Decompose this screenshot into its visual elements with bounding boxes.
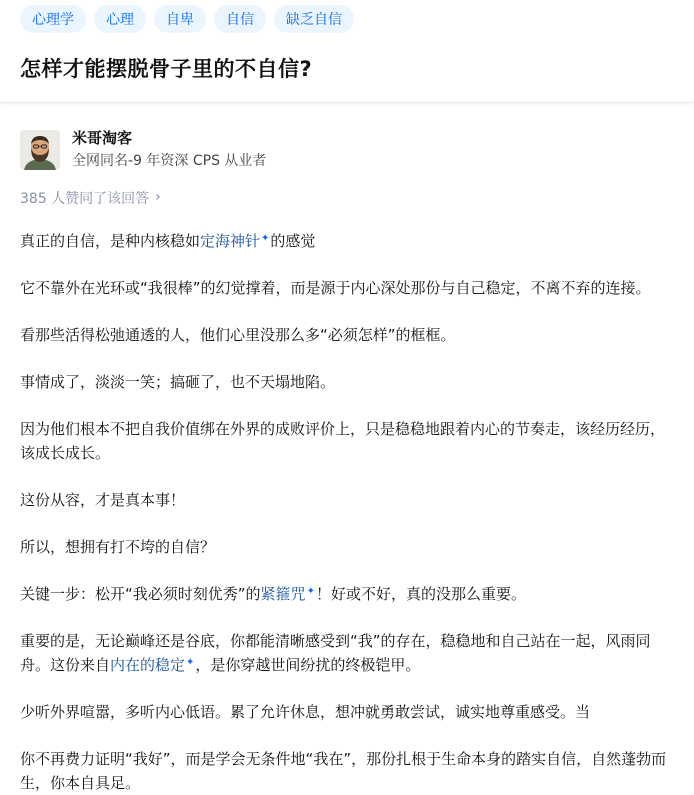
paragraph-10: 少听外界喧嚣，多听内心低语。累了允许休息，想冲就勇敢尝试，诚实地尊重感受。当	[20, 703, 591, 721]
paragraph-1	[20, 229, 674, 253]
paragraph-8	[20, 582, 674, 606]
paragraph-8-tail: ！好或不好，真的没那么重要。	[315, 585, 526, 603]
answer-content	[20, 229, 674, 795]
topic-list	[20, 5, 674, 33]
paragraph-9-tail: ，是你穿越世间纷扰的终极铠甲。	[195, 656, 421, 674]
topic-tag-confidence[interactable]: 自信	[214, 5, 266, 33]
sparkle-icon: ✦	[261, 233, 270, 244]
author-info	[20, 128, 674, 171]
chevron-right-icon: ›	[155, 189, 161, 205]
paragraph-1-tail: 的感觉	[270, 232, 316, 250]
paragraph-11: 你不再费力证明“我好”，而是学会无条件地“我在”，那份扎根于生命本身的踏实自信，自然蓬勃而生，你本自具足。	[20, 750, 667, 792]
topic-tag-lack-of-confidence[interactable]: 缺乏自信	[274, 5, 354, 33]
topic-tag-inferiority[interactable]: 自卑	[154, 5, 206, 33]
topic-tag-psychology[interactable]: 心理学	[20, 5, 86, 33]
sparkle-icon: ✦	[306, 586, 315, 597]
paragraph-5: 因为他们根本不把自我价值绑在外界的成败评价上，只是稳稳地跟着内心的节奏走，该经历经历，该成长成长。	[20, 420, 666, 462]
paragraph-6: 这份从容，才是真本事！	[20, 491, 186, 509]
author-bio: 全网同名-9 年资深 CPS 从业者	[72, 153, 267, 169]
paragraph-3: 看那些活得松弛通透的人，他们心里没那么多“必须怎样”的框框。	[20, 326, 456, 344]
search-link-jingguzhou[interactable]: 紧箍咒	[260, 585, 306, 603]
vote-count-text: 385 人赞同了该回答	[20, 191, 150, 207]
paragraph-8-text: 关键一步：松开“我必须时刻优秀”的	[20, 585, 261, 603]
paragraph-9-text: 重要的是，无论巅峰还是谷底，你都能清晰感受到“我”的存在，稳稳地和自己站在一起，风雨同舟。这份来自	[20, 632, 651, 674]
search-link-neizaidewending[interactable]: 内在的稳定	[110, 656, 186, 674]
bearded-man-avatar-icon[interactable]	[20, 130, 60, 170]
paragraph-2: 它不靠外在光环或“我很棒”的幻觉撑着，而是源于内心深处那份与自己稳定，不离不弃的连接。	[20, 279, 651, 297]
author-name[interactable]: 米哥淘客	[72, 129, 133, 147]
author-text	[72, 128, 266, 171]
vote-count[interactable]	[20, 188, 674, 208]
paragraph-9	[20, 629, 674, 677]
paragraph-1-text: 真正的自信，是种内核稳如	[20, 232, 201, 250]
answer-card	[0, 128, 694, 795]
question-title[interactable]: 怎样才能摆脱骨子里的不自信?	[20, 57, 313, 81]
sparkle-icon: ✦	[186, 657, 195, 668]
paragraph-4: 事情成了，淡淡一笑；搞砸了，也不天塌地陷。	[20, 373, 336, 391]
paragraph-7: 所以，想拥有打不垮的自信？	[20, 538, 216, 556]
question-header	[0, 0, 694, 103]
topic-tag-mind[interactable]: 心理	[94, 5, 146, 33]
search-link-dinghaishenzhen[interactable]: 定海神针	[200, 232, 261, 250]
